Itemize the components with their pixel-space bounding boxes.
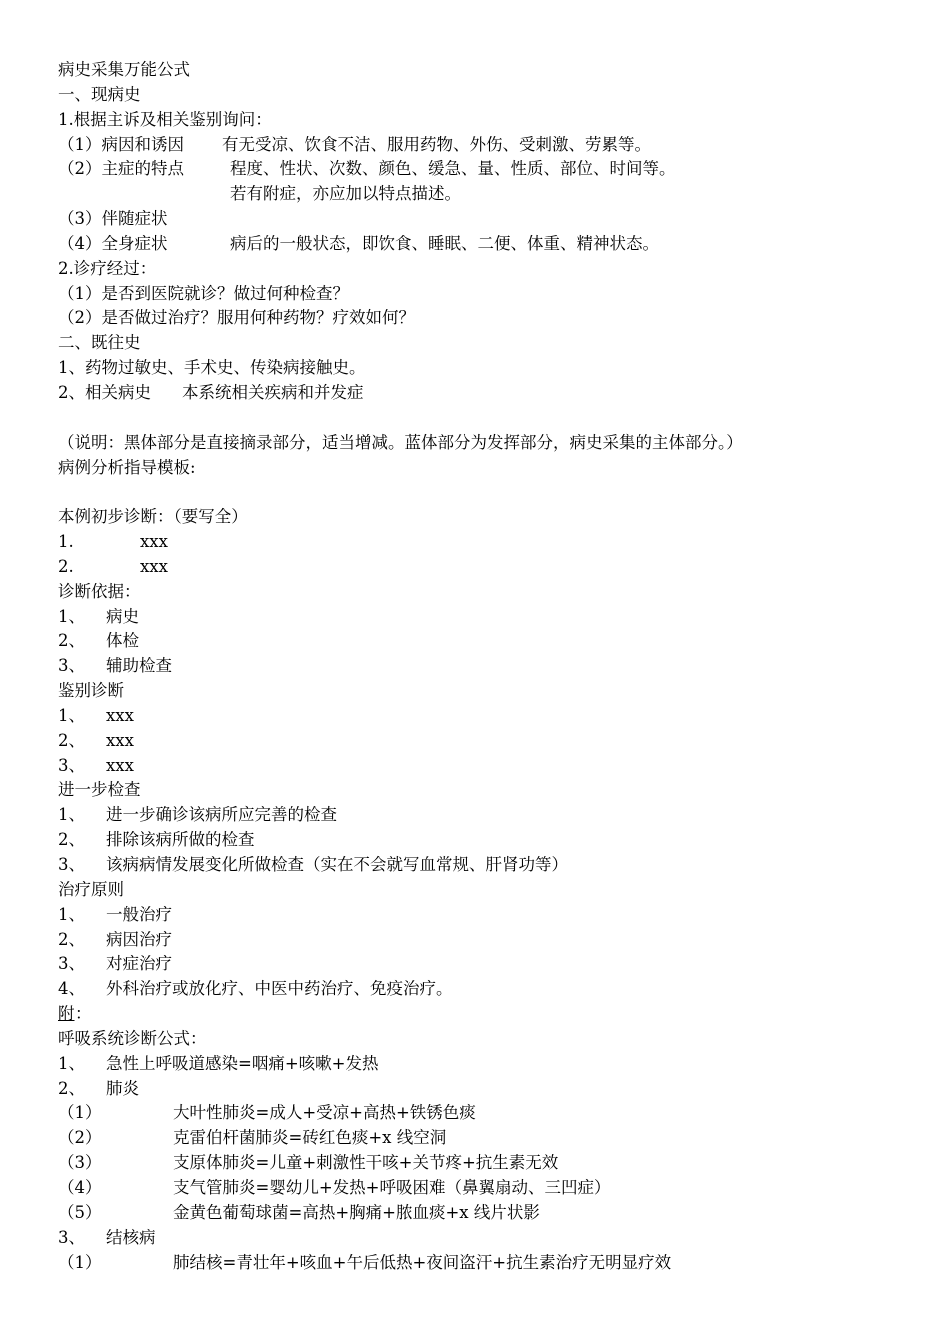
text-line [58,1176,918,1201]
line-text: 1、 [58,805,85,825]
text-line [58,1077,918,1102]
text-line [58,977,918,1002]
line-text: 呼吸系统诊断公式： [58,1028,207,1048]
text-line [58,1226,918,1251]
line-detail: 病史 [106,606,139,626]
line-text: 二、既往史 [58,333,141,353]
text-line [58,1151,918,1176]
text-line [58,803,918,828]
text-line [58,878,918,903]
line-text: 诊断依据： [58,581,141,601]
text-line [58,381,918,406]
line-text: 2、相关病史 [58,382,151,402]
line-detail: 程度、性状、次数、颜色、缓急、量、性质、部位、时间等。 [230,159,676,179]
text-line [58,157,918,182]
line-text: （2） [58,1128,102,1148]
line-text: 本例初步诊断：（要写全） [58,507,248,527]
line-text: 病例分析指导模板: [58,457,196,477]
line-detail: 该病病情发展变化所做检查（实在不会就写血常规、肝肾功等） [106,855,568,874]
line-text: 1、 [58,904,85,924]
line-detail: 对症治疗 [106,954,172,974]
text-line [58,1052,918,1077]
line-detail: 金黄色葡萄球菌=高热+胸痛+脓血痰+x 线片状影 [173,1202,540,1222]
text-line [58,580,918,605]
line-detail: 有无受凉、饮食不洁、服用药物、外伤、受刺激、劳累等。 [222,134,651,154]
line-text: 3、 [58,656,85,676]
line-detail: xxx [140,556,168,576]
line-text: 4、 [58,979,85,999]
line-text: 2、 [58,730,85,750]
line-detail: 急性上呼吸道感染=咽痛+咳嗽+发热 [106,1053,379,1073]
text-line [58,530,918,555]
line-detail: xxx [106,755,134,775]
line-text: 2.诊疗经过： [58,258,157,278]
line-detail: 辅助检查 [106,656,172,676]
line-text: 3、 [58,755,85,775]
text-line [58,729,918,754]
text-line [58,555,918,580]
blank-line [58,480,918,505]
line-text: 2、 [58,929,85,949]
text-line [58,1251,918,1276]
line-detail: 进一步确诊该病所应完善的检查 [106,805,337,825]
text-line [58,182,918,207]
line-detail: xxx [106,730,134,750]
line-text: 1、药物过敏史、手术史、传染病接触史。 [58,358,366,378]
line-detail: 体检 [106,631,139,651]
line-text: （2）是否做过治疗？服用何种药物？疗效如何？ [58,308,415,328]
line-detail: 肺炎 [106,1078,139,1098]
line-text: （1） [58,1252,102,1272]
text-line [58,58,918,83]
line-text: 3、 [58,1227,85,1247]
text-line [58,108,918,133]
line-detail: 病因治疗 [106,929,172,949]
line-detail: xxx [106,705,134,725]
text-line [58,505,918,530]
text-line [58,952,918,977]
text-line [58,431,918,456]
document-body [58,58,918,1275]
line-detail: 结核病 [106,1227,156,1247]
line-text: 3、 [58,855,85,874]
line-detail: 排除该病所做的检查 [106,830,255,850]
line-text: （1） [58,1103,102,1123]
text-line [58,282,918,307]
line-detail: 本系统相关疾病和并发症 [182,382,364,402]
text-line [58,903,918,928]
text-line [58,704,918,729]
text-line [58,778,918,803]
text-line [58,133,918,158]
text-line [58,629,918,654]
line-detail: 肺结核=青壮年+咳血+午后低热+夜间盗汗+抗生素治疗无明显疗效 [173,1252,672,1272]
line-text: 附 [58,1004,75,1024]
text-line [58,207,918,232]
text-line [58,754,918,779]
text-line [58,853,918,878]
line-text: 2、 [58,830,85,850]
line-text: 若有附症，亦应加以特点描述。 [230,184,461,204]
line-text: （4）全身症状 [58,233,168,253]
line-detail: 外科治疗或放化疗、中医中药治疗、免疫治疗。 [106,979,453,999]
line-text: 2、 [58,1078,85,1098]
text-line [58,828,918,853]
line-text: （5） [58,1202,102,1222]
line-text: （3）伴随症状 [58,209,168,229]
line-text: 2. [58,556,74,576]
text-line [58,928,918,953]
line-text: （说明：黑体部分是直接摘录部分，适当增减。蓝体部分为发挥部分，病史采集的主体部分。） [58,432,743,452]
text-line [58,654,918,679]
line-text: 2、 [58,631,85,651]
line-text: （3） [58,1153,102,1173]
line-text: 1、 [58,606,85,626]
line-detail: 克雷伯杆菌肺炎=砖红色痰+x 线空洞 [173,1128,447,1148]
line-text: 鉴别诊断 [58,681,124,701]
text-line [58,605,918,630]
line-detail: 大叶性肺炎=成人+受凉+高热+铁锈色痰 [173,1103,476,1123]
line-text: 进一步检查 [58,780,141,800]
line-text: 一、现病史 [58,84,141,104]
line-text: 病史采集万能公式 [58,60,190,79]
text-line [58,232,918,257]
line-text: 治疗原则 [58,879,124,899]
text-line [58,257,918,282]
line-detail: 病后的一般状态，即饮食、睡眠、二便、体重、精神状态。 [230,233,659,253]
text-line [58,306,918,331]
text-line [58,1126,918,1151]
text-line [58,1201,918,1226]
text-line [58,679,918,704]
line-text: 3、 [58,954,85,974]
line-text: （1）是否到医院就诊？做过何种检查？ [58,283,349,303]
text-line [58,331,918,356]
text-line [58,83,918,108]
text-line [58,1101,918,1126]
blank-line [58,406,918,431]
line-text: 1、 [58,1053,85,1073]
line-detail: 支原体肺炎=儿童+刺激性干咳+关节疼+抗生素无效 [173,1153,559,1173]
line-text: （2）主症的特点 [58,159,184,179]
line-detail: ： [75,1004,92,1024]
text-line [58,356,918,381]
line-text: 1、 [58,705,85,725]
line-text: 1. [58,532,74,552]
text-line [58,1027,918,1052]
line-text: （4） [58,1177,102,1197]
text-line [58,456,918,481]
line-detail: xxx [140,532,168,552]
text-line [58,1002,918,1027]
line-text: 1.根据主诉及相关鉴别询问： [58,109,272,129]
line-detail: 一般治疗 [106,904,172,924]
line-text: （1）病因和诱因 [58,134,184,154]
line-detail: 支气管肺炎=婴幼儿+发热+呼吸困难（鼻翼扇动、三凹症） [173,1177,611,1197]
